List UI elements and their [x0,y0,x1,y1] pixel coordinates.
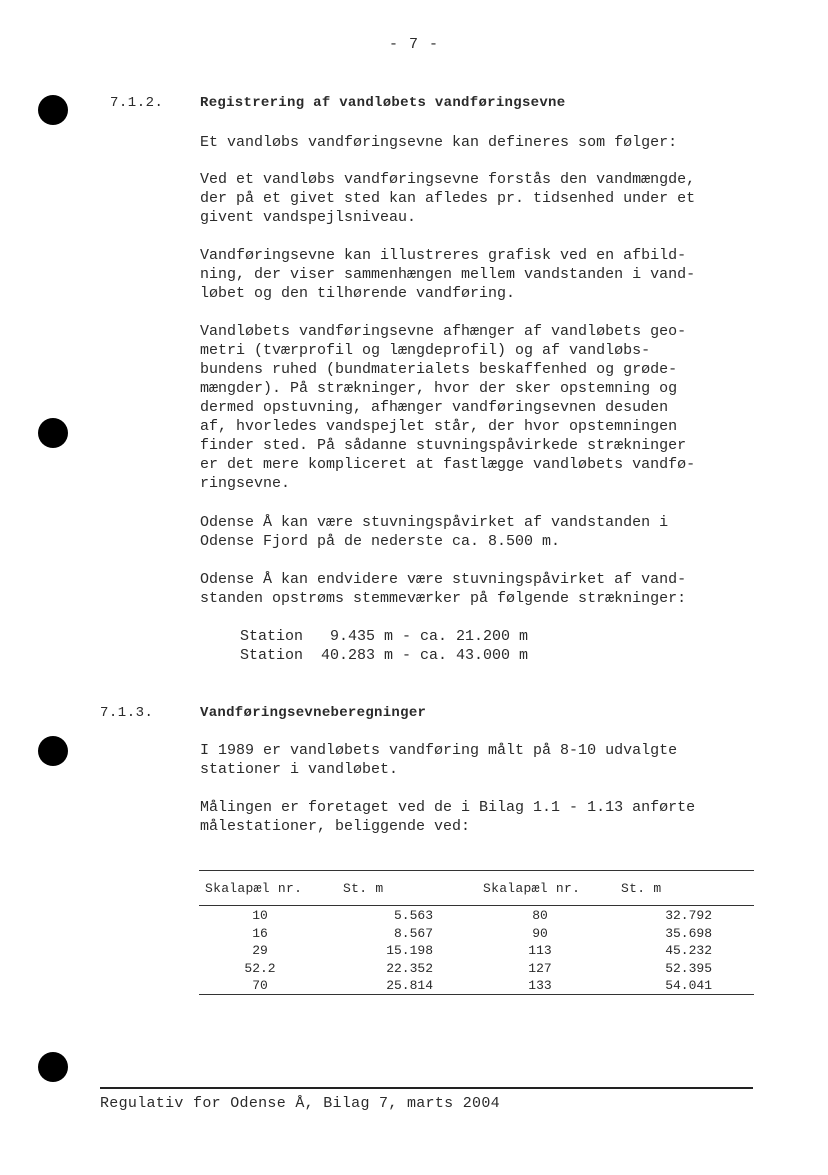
footer-rule [100,1087,753,1089]
table-cell: 32.792 [665,908,712,923]
table-cell: 29 [252,943,268,958]
table-bottom-rule [199,994,754,995]
table-cell: 8.567 [393,925,433,941]
station-range: Station 9.435 m - ca. 21.200 m [240,628,529,645]
page-number: - 7 - [388,36,439,53]
table-header-rule [199,905,754,906]
binder-hole [38,418,68,448]
table-cell: 10 [252,908,268,923]
table-cell: 45.232 [665,943,712,958]
section-title: Vandføringsevneberegninger [200,705,427,721]
table-cell: 25.814 [386,978,433,993]
binder-hole [38,1052,68,1082]
section-number: 7.1.3. [100,705,154,721]
section-title: Registrering af vandløbets vandføringsevne [200,95,566,111]
binder-hole [38,736,68,766]
paragraph: Målingen er foretaget ved de i Bilag 1.1 - 1.13 anførte målestationer, beliggende ved: [200,799,696,835]
paragraph: I 1989 er vandløbets vandføring målt på 8-10 udvalgte stationer i vandløbet. [200,742,678,778]
table-cell: 5.563 [393,908,433,923]
section-number: 7.1.2. [110,95,164,111]
table-header: St. m [621,881,662,896]
table-header: Skalapæl nr. [205,881,303,896]
table-cell: 127 [528,960,552,976]
table-cell: 16 [252,925,268,941]
table-cell: 54.041 [665,978,712,993]
table-cell: 35.698 [665,925,712,941]
table-cell: 133 [528,978,552,993]
table-cell: 52.395 [665,960,712,976]
table-cell: 90 [532,925,548,941]
footer-text: Regulativ for Odense Å, Bilag 7, marts 2004 [100,1095,500,1112]
table-cell: 52.2 [244,960,276,976]
paragraph: Ved et vandløbs vandføringsevne forstås den vandmængde, der på et givet sted kan afledes pr. tidsenhed under et givent vandspejlsniveau. [200,171,696,226]
paragraph: Vandløbets vandføringsevne afhænger af vandløbets geo- metri (tværprofil og længdeprofil) og af vandløbs- bundens ruhed (bundmaterialets beskaffenhed og grøde- mængder). På strækninger, hvor der sker opstemning og dermed opstuvning, afhænger vandføringsevnen desuden af, hvorledes vandspejlet står, der hvor opstemningen finder sted. På sådanne stuvningspåvirkede strækninger er det mere kompliceret at fastlægge vandløbets vandfø- ringsevne. [200,323,696,492]
paragraph: Odense Å kan være stuvningspåvirket af vandstanden i Odense Fjord på de nederste ca. 8.500 m. [200,514,669,550]
table-cell: 70 [252,978,268,993]
table-header: Skalapæl nr. [483,881,581,896]
paragraph: Odense Å kan endvidere være stuvningspåvirket af vand- standen opstrøms stemmeværker på følgende strækninger: [200,571,687,607]
station-range: Station 40.283 m - ca. 43.000 m [240,647,529,664]
table-cell: 113 [528,943,552,958]
table-cell: 22.352 [386,960,433,976]
binder-hole [38,95,68,125]
paragraph: Et vandløbs vandføringsevne kan defineres som følger: [200,134,678,151]
table-top-rule [199,870,754,871]
table-header: St. m [343,881,384,896]
table-cell: 15.198 [386,943,433,958]
paragraph: Vandføringsevne kan illustreres grafisk ved en afbild- ning, der viser sammenhængen mellem vandstanden i vand- løbet og den tilhørende vandføring. [200,247,696,302]
table-cell: 80 [532,908,548,923]
